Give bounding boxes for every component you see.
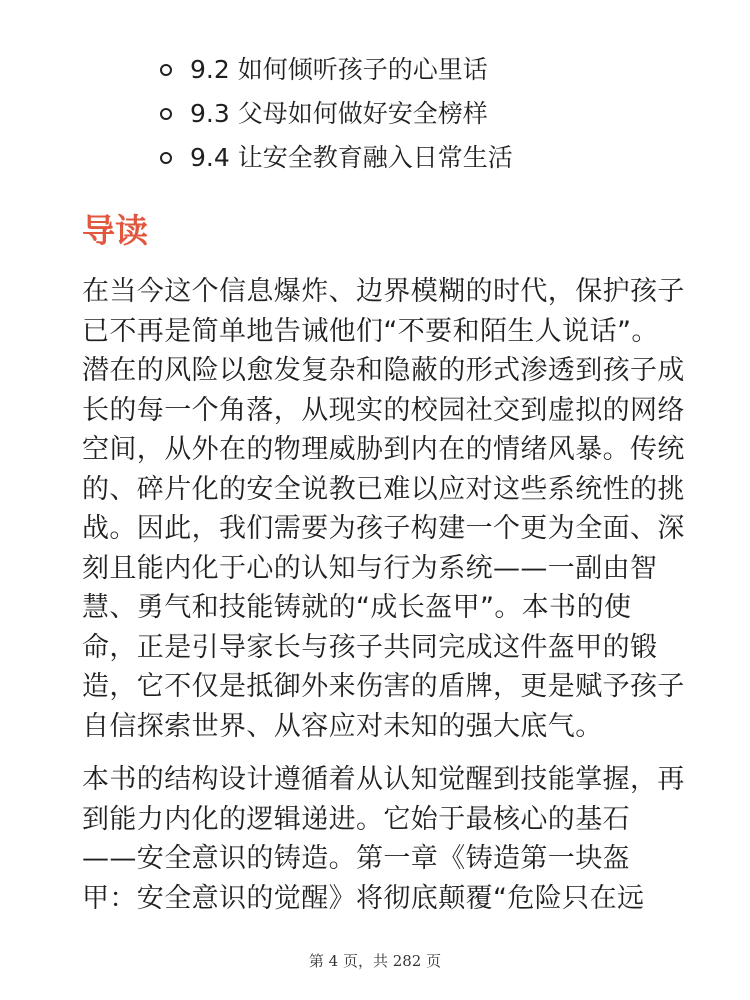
text-line: 造，它不仅是抵御外来伤害的盾牌，更是赋予孩子 <box>82 671 685 702</box>
text-line: 长的每一个角落，从现实的校园社交到虚拟的网络 <box>82 394 685 426</box>
toc-item-label: 9.4 让安全教育融入日常生活 <box>190 143 513 172</box>
circle-bullet-icon <box>160 108 172 120</box>
text-line: 到能力内化的逻辑递进。它始于最核心的基石 <box>82 803 630 835</box>
toc-item-9-2[interactable] <box>160 48 513 92</box>
text-line: 战。因此，我们需要为孩子构建一个更为全面、深 <box>82 513 685 544</box>
text-line: 自信探索世界、从容应对未知的强大底气。 <box>82 710 603 742</box>
text-line: 潜在的风险以愈发复杂和隐蔽的形式渗透到孩子成 <box>82 355 685 386</box>
intro-paragraph-1 <box>82 272 685 746</box>
circle-bullet-icon <box>160 152 172 164</box>
toc-item-label: 9.2 如何倾听孩子的心里话 <box>190 55 488 84</box>
table-of-contents-list <box>160 48 513 180</box>
text-line: 本书的结构设计遵循着从认知觉醒到技能掌握，再 <box>82 764 685 795</box>
page-number-footer: 第 4 页，共 282 页 <box>308 952 442 970</box>
text-line: 刻且能内化于心的认知与行为系统——一副由智 <box>82 552 658 584</box>
section-heading: 导读 <box>82 211 148 250</box>
circle-bullet-icon <box>160 64 172 76</box>
text-line: 甲：安全意识的觉醒》将彻底颠覆“危险只在远 <box>82 882 645 914</box>
text-line: ——安全意识的铸造。第一章《铸造第一块盔 <box>82 843 630 874</box>
text-line: 空间，从外在的物理威胁到内在的情绪风暴。传统 <box>82 434 685 465</box>
toc-item-9-4[interactable] <box>160 136 513 180</box>
intro-paragraph-2 <box>82 760 685 918</box>
text-line: 在当今这个信息爆炸、边界模糊的时代，保护孩子 <box>82 276 685 307</box>
toc-item-9-3[interactable] <box>160 92 513 136</box>
text-line: 慧、勇气和技能铸就的“成长盔甲”。本书的使 <box>82 592 632 623</box>
toc-item-label: 9.3 父母如何做好安全榜样 <box>190 99 488 128</box>
text-line: 的、碎片化的安全说教已难以应对这些系统性的挑 <box>82 473 685 505</box>
text-line: 命，正是引导家长与孩子共同完成这件盔甲的锻 <box>82 631 658 663</box>
text-line: 已不再是简单地告诫他们“不要和陌生人说话”。 <box>82 315 659 347</box>
